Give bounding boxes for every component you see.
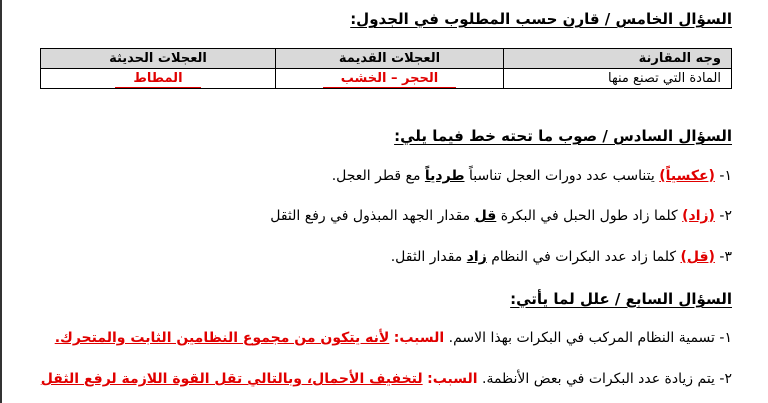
old-wheels-answer: الحجر – الخشب	[323, 71, 456, 88]
statement-text-end: مقدار الثقل.	[390, 249, 463, 265]
q6-item-1	[332, 168, 732, 184]
header-aspect: وجه المقارنة	[503, 49, 731, 69]
reason-answer: لتخفيف الأحمال، وبالتالي تقل القوة اللازمة لرفع الثقل	[40, 371, 423, 387]
header-modern-wheels: العجلات الحديثة	[41, 49, 276, 69]
question-text: يتم زيادة عدد البكرات في بعض الأنظمة.	[482, 371, 715, 387]
cell-old-wheels	[275, 69, 503, 89]
statement-text-end: مع قطر العجل.	[331, 168, 421, 184]
underlined-word: طردياً	[424, 168, 465, 184]
q7-item-2	[41, 371, 732, 387]
underlined-word: زاد	[466, 249, 487, 265]
item-number: ٢-	[719, 371, 732, 387]
question-text: تسمية النظام المركب في البكرات بهذا الاسم.	[448, 330, 715, 346]
item-number: ١-	[719, 168, 732, 184]
comparison-table-row	[41, 69, 732, 89]
statement-text: يتناسب عدد دورات العجل تناسباً	[468, 168, 655, 184]
cell-modern-wheels	[41, 69, 276, 89]
q6-item-2	[270, 208, 732, 224]
correction-answer: (قل)	[680, 249, 715, 265]
statement-text-end: مقدار الجهد المبذول في رفع الثقل	[270, 208, 471, 224]
q7-heading: السؤال السابع / علل لما يأتي:	[510, 290, 732, 308]
modern-wheels-answer: المطاط	[115, 71, 200, 88]
item-number: ١-	[719, 330, 732, 346]
statement-text: كلما زاد طول الحبل في البكرة	[500, 208, 678, 224]
item-number: ٣-	[719, 249, 732, 265]
item-number: ٢-	[719, 208, 732, 224]
reason-label: السبب:	[427, 371, 478, 387]
correction-answer: (زاد)	[682, 208, 715, 224]
reason-answer: لأنه يتكون من مجموع النظامين الثابت والمتحرك.	[54, 330, 390, 346]
q6-item-3	[391, 249, 732, 265]
underlined-word: قل	[474, 208, 497, 224]
correction-answer: (عكسياً)	[659, 168, 715, 184]
header-old-wheels: العجلات القديمة	[275, 49, 503, 69]
q6-heading: السؤال السادس / صوب ما تحته خط فيما يلي:	[394, 127, 732, 145]
reason-label: السبب:	[393, 330, 445, 346]
q5-heading: السؤال الخامس / قارن حسب المطلوب في الجدول:	[350, 10, 732, 28]
q7-item-1	[55, 330, 732, 346]
comparison-table-header-row	[41, 49, 732, 69]
cell-aspect: المادة التي تصنع منها	[503, 69, 731, 89]
comparison-table	[40, 48, 732, 89]
statement-text: كلما زاد عدد البكرات في النظام	[491, 249, 677, 265]
